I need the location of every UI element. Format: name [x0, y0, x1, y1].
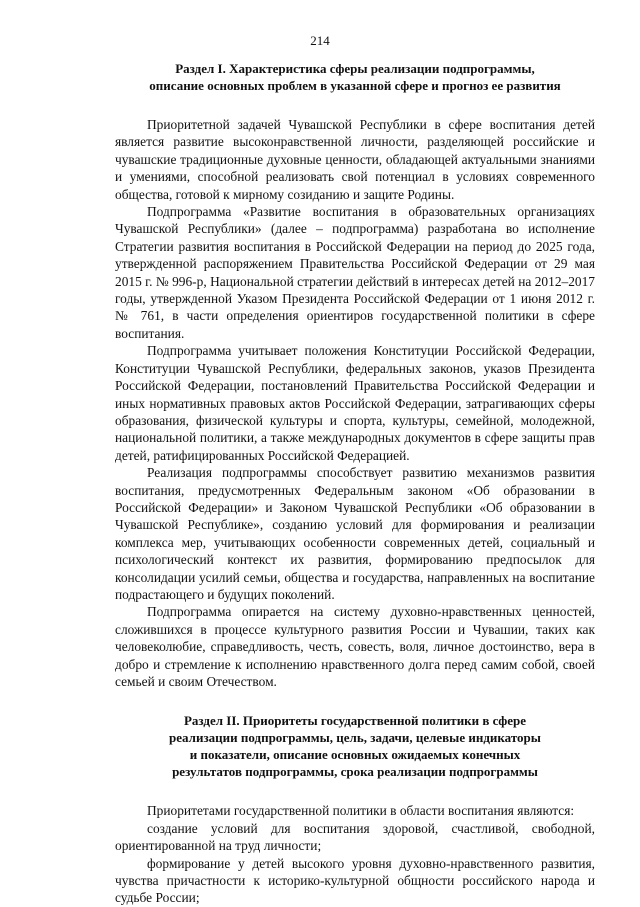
section-2-paragraph: Приоритетами государственной политики в области воспитания являются: [147, 803, 575, 819]
section-2-heading-line: результатов подпрограммы, срока реализации подпрограммы [172, 764, 538, 780]
section-2-heading-line: реализации подпрограммы, цель, задачи, целевые индикаторы [169, 730, 541, 746]
section-1-body [115, 116, 595, 690]
page-content [115, 60, 595, 907]
section-1-heading-line: описание основных проблем в указанной сфере и прогноз ее развития [149, 78, 561, 93]
section-2-heading-line: и показатели, описание основных ожидаемых конечных [189, 747, 521, 763]
section-2-paragraph: создание условий для воспитания здоровой, счастливой, свободной, ориентированной на труд личности; [115, 820, 595, 854]
section-1-heading-line: Раздел I. Характеристика сферы реализации подпрограммы, [175, 61, 535, 76]
section-1-paragraph: Реализация подпрограммы способствует развитию механизмов развития воспитания, предусмотренных Федеральным законом «Об образовании в Российской Федерации» и Законом Чувашской Республики «Об образовании в Чувашской Республике», созданию условий для формирования и реализации комплекса мер, учитывающих особенности современных детей, социальный и психологический контекст их развития, формированию предпосылок для консолидации усилий семьи, общества и государства, направленных на воспитание подрастающего и будущих поколений. [115, 465, 595, 602]
section-2-body [115, 802, 595, 906]
section-1-paragraph: Подпрограмма учитывает положения Конституции Российской Федерации, Конституции Чувашской Республики, федеральных законов, указов Президента Российской Федерации, постановлений Правительства Российской Федерации и иных нормативных правовых актов Российской Федерации, затрагивающих сферы образования, физической культуры и спорта, культуры, семейной, молодежной, национальной политики, а также международных документов в сфере защиты прав детей, ратифицированных Российской Федерацией. [115, 343, 595, 463]
section-2-heading-line: Раздел II. Приоритеты государственной политики в сфере [183, 713, 527, 729]
section-2-paragraph: формирование у детей высокого уровня духовно-нравственного развития, чувства причастности к историко-культурной общности российского народа и судьбе России; [115, 855, 595, 906]
section-1-paragraph: Подпрограмма «Развитие воспитания в образовательных организациях Чувашской Республики» (далее – подпрограмма) разработана во исполнение Стратегии развития воспитания в Российской Федерации на период до 2025 года, утвержденной распоряжением Правительства Российской Федерации от 29 мая 2015 г. № 996-р, Национальной стратегии действий в интересах детей на 2012–2017 годы, утвержденной Указом Президента Российской Федерации от 1 июня 2012 г. № 761, в части определения ориентиров государственной политики в сфере воспитания. [115, 204, 595, 341]
page-number: 214 [310, 33, 330, 48]
section-2-heading [115, 712, 595, 780]
section-1-paragraph: Подпрограмма опирается на систему духовно-нравственных ценностей, сложившихся в процессе культурного развития России и Чувашии, таких как человеколюбие, справедливость, честь, совесть, воля, личное достоинство, вера в добро и стремление к исполнению нравственного долга перед самим собой, своей семьей и своим Отечеством. [115, 604, 595, 689]
section-1-heading [115, 60, 595, 94]
section-1-paragraph: Приоритетной задачей Чувашской Республики в сфере воспитания детей является развитие высоконравственной личности, разделяющей российские и чувашские традиционные духовные ценности, обладающей актуальными знаниями и умениями, способной реализовать свой потенциал в условиях современного общества, готовой к мирному созиданию и защите Родины. [115, 117, 595, 202]
